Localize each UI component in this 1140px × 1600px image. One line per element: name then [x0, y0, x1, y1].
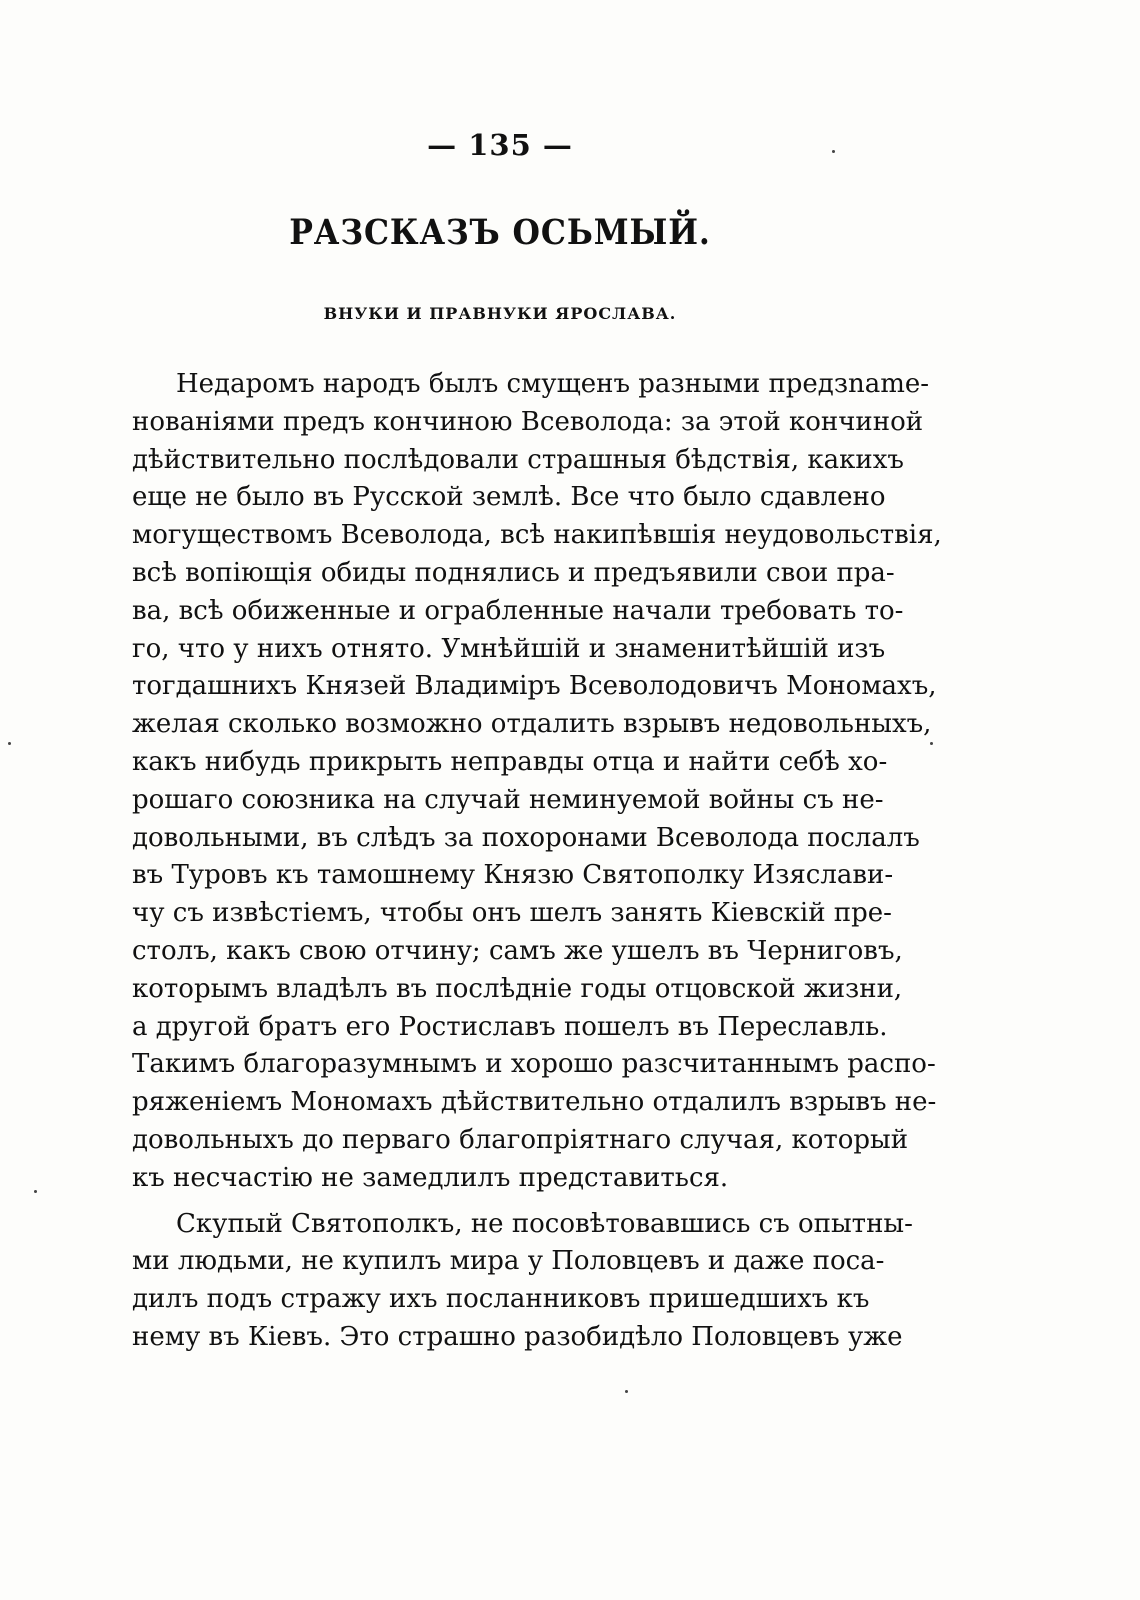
scan-speck: [625, 1390, 628, 1393]
scan-speck: [832, 150, 835, 153]
body-text: [132, 366, 942, 1357]
text-line: ряженіемъ Мономахъ дѣйствительно отдалилъ взрывъ не-: [132, 1087, 937, 1118]
scan-speck: [930, 742, 933, 745]
text-line: тогдашнихъ Князей Владиміръ Всеволодовичъ Мономахъ,: [132, 671, 937, 702]
chapter-subtitle: ВНУКИ И ПРАВНУКИ ЯРОСЛАВА.: [323, 304, 677, 323]
text-line: нованіями предъ кончиною Всеволода: за этой кончиной: [132, 406, 924, 437]
text-line: къ несчастію не замедлилъ представиться.: [132, 1162, 729, 1193]
paragraph-2: [132, 1206, 913, 1357]
text-line: еще не было въ Русской землѣ. Все что было сдавлено: [132, 482, 886, 513]
text-line: Недаромъ народъ былъ смущенъ разными предзname-: [176, 369, 930, 399]
text-line: дѣйствительно послѣдовали страшныя бѣдствія, какихъ: [132, 444, 904, 475]
text-line: ми людьми, не купилъ мира у Половцевъ и даже поса-: [132, 1246, 885, 1277]
text-line: чу съ извѣстіемъ, чтобы онъ шелъ занять Кіевскій пре-: [132, 898, 892, 929]
text-line: въ Туровъ къ тамошнему Князю Святополку Изяслави-: [132, 860, 894, 891]
text-line: дилъ подъ стражу ихъ посланниковъ пришедшихъ къ: [132, 1284, 870, 1315]
text-line: нему въ Кіевъ. Это страшно разобидѣло Половцевъ уже: [132, 1321, 903, 1352]
text-line: довольныхъ до перваго благопріятнаго случая, который: [132, 1124, 909, 1155]
scan-speck: [8, 742, 11, 745]
paragraph-gap: [132, 1198, 862, 1206]
text-line: ва, всѣ обиженные и ограбленные начали требовать то-: [132, 595, 904, 626]
text-line: а другой братъ его Ростиславъ пошелъ въ Переславль.: [132, 1011, 888, 1042]
text-line: довольными, въ слѣдъ за похоронами Всеволода послалъ: [132, 822, 920, 853]
text-line: которымъ владѣлъ въ послѣдніе годы отцовской жизни,: [132, 973, 903, 1004]
text-line: какъ нибудь прикрыть неправды отца и найти себѣ хо-: [132, 746, 888, 777]
text-line: рошаго союзника на случай неминуемой войны съ не-: [132, 784, 884, 815]
text-line: всѣ вопіющія обиды поднялись и предъявили свои пра-: [132, 557, 895, 588]
text-line: желая сколько возможно отдалить взрывъ недовольныхъ,: [132, 709, 932, 740]
text-line: Такимъ благоразумнымъ и хорошо разсчитаннымъ распо-: [132, 1049, 936, 1080]
chapter-title: РАЗСКАЗЪ ОСЬМЫЙ.: [289, 212, 711, 253]
text-line: столъ, какъ свою отчину; самъ же ушелъ въ Черниговъ,: [132, 935, 903, 966]
text-line: могуществомъ Всеволода, всѣ накипѣвшія неудовольствія,: [132, 520, 942, 551]
scan-speck: [34, 1190, 37, 1193]
text-line: го, что у нихъ отнято. Умнѣйшій и знаменитѣйшій изъ: [132, 633, 886, 664]
paragraph-1: [132, 366, 942, 1198]
page-number: — 135 —: [427, 128, 573, 162]
text-line: Скупый Святополкъ, не посовѣтовавшись съ опытны-: [176, 1208, 913, 1239]
